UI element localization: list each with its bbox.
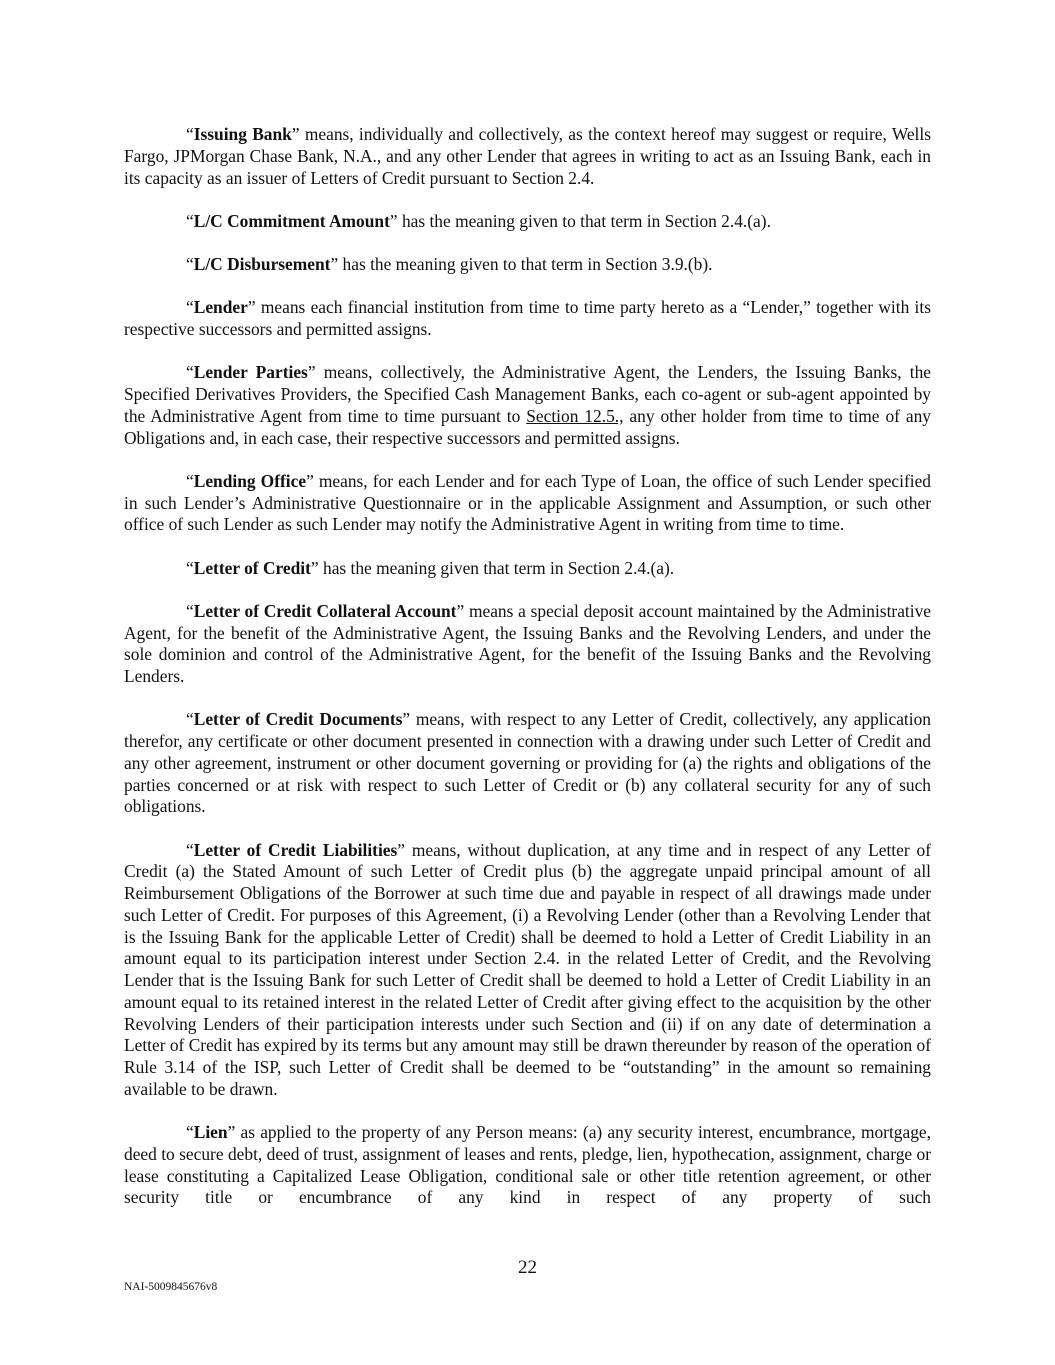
defined-term: L/C Commitment Amount [193,210,390,231]
definition-issuing-bank [124,124,931,189]
open-quote: “ [186,124,194,144]
close-quote: ” [227,1122,236,1142]
close-quote: ” [330,254,339,274]
definition-letter-of-credit-liabilities [124,840,931,1101]
definition-text: means, collectively, the Administrative Agent, the Lenders, the Issuing Banks, the Specified Derivatives Providers, the Specified Cash Management Banks, each co-agent or sub-agent appointed by the Administrative Agent from time to time pursuant to [124,362,932,426]
definition-lender [124,297,931,341]
open-quote: “ [186,600,194,621]
open-quote: “ [186,1122,194,1142]
definition-text: has the meaning given to that term in Section 2.4.(a). [397,210,771,231]
open-quote: “ [186,557,194,578]
close-quote: ” [291,124,300,144]
definition-text: as applied to the property of any Person means: (a) any security interest, encumbrance, mortgage, deed to secure debt, deed of trust, assignment of leases and rents, pledge, lien, hypothecation, assignment, charge or lease constituting a Capitalized Lease Obligation, conditional sale or other title retention agreement, or other security title or encumbrance of any kind in respect of any property of such [124,1122,931,1208]
definition-letter-of-credit [124,558,931,580]
open-quote: “ [186,839,194,860]
definition-lc-disbursement [124,254,931,276]
defined-term: Lender [193,297,248,318]
close-quote: ” [397,839,405,860]
section-cross-reference-link[interactable]: Section 12.5., [526,405,624,426]
open-quote: “ [186,709,194,730]
page-number: 22 [518,1257,537,1278]
open-quote: “ [186,470,194,491]
defined-term: Lender Parties [193,362,308,383]
close-quote: ” [306,470,314,491]
document-id: NAI-5009845676v8 [124,1281,218,1293]
definition-lien [124,1122,931,1209]
close-quote: ” [456,600,465,621]
definition-text: means, for each Lender and for each Type of Loan, the office of such Lender specified in such Lender’s Administrative Questionnaire or in the applicable Assignment and Assumption, or such other office of such Lender as such Lender may notify the Administrative Agent in writing from time to time. [124,470,932,535]
open-quote: “ [186,210,194,231]
close-quote: ” [389,210,398,231]
definition-text: means a special deposit account maintained by the Administrative Agent, for the benefit of the Administrative Agent, the Issuing Banks and the Revolving Lenders, and under the sole dominion and control of the Administrative Agent, for the benefit of the Issuing Banks and the Revolving Lenders. [124,600,931,686]
definition-text: has the meaning given that term in Section 2.4.(a). [318,557,675,578]
definition-text: means, without duplication, at any time and in respect of any Letter of Credit (a) the Stated Amount of such Letter of Credit plus (b) the aggregate unpaid principal amount of all Reimbursement Obligations of the Borrower at such time due and payable in respect of all drawings made under such Letter of Credit. For purposes of this Agreement, (i) a Revolving Lender (other than a Revolving Lender that is the Issuing Bank for the applicable Letter of Credit) shall be deemed to hold a Letter of Credit Liability in an amount equal to its participation interest under Section 2.4. in the related Letter of Credit, and the Revolving Lender that is the Issuing Bank for such Letter of Credit shall be deemed to hold a Letter of Credit Liability in an amount equal to its retained interest in the related Letter of Credit after giving effect to the acquisition by the other Revolving Lenders of their participation interests under such Section and (ii) if on any date of determination a Letter of Credit has expired by its terms but any amount may still be drawn thereunder by reason of the operation of Rule 3.14 of the ISP, such Letter of Credit shall be deemed to be “outstanding” in the amount so remaining available to be drawn. [124,839,931,1099]
defined-term: Letter of Credit Collateral Account [193,600,457,621]
definition-text: has the meaning given to that term in Section 3.9.(b). [338,254,713,274]
close-quote: ” [310,557,319,578]
definition-text: any other holder from time to time of any Obligations and, in each case, their respective successors and permitted assigns. [124,405,932,448]
open-quote: “ [186,297,194,318]
defined-term: Issuing Bank [193,124,292,144]
close-quote: ” [247,297,256,318]
open-quote: “ [186,362,194,383]
document-page [124,124,931,1231]
definition-letter-of-credit-documents [124,709,931,818]
defined-term: Letter of Credit Documents [193,709,403,730]
definition-text: means, individually and collectively, as the context hereof may suggest or require, Wells Fargo, JPMorgan Chase Bank, N.A., and any other Lender that agrees in writing to act as an Issuing Bank, each in its capacity as an issuer of Letters of Credit pursuant to Section 2.4. [124,124,931,188]
defined-term: Lien [193,1122,228,1142]
definition-lender-parties [124,362,931,449]
definition-lending-office [124,471,931,536]
definition-lc-commitment-amount [124,211,931,233]
definition-text: means, with respect to any Letter of Credit, collectively, any application therefor, any certificate or other document presented in connection with a drawing under such Letter of Credit and any other agreement, instrument or other document governing or providing for (a) the rights and obligations of the parties concerned or at risk with respect to such Letter of Credit or (b) any collateral security for any of such obligations. [124,709,931,817]
defined-term: Letter of Credit Liabilities [193,839,398,860]
close-quote: ” [402,709,411,730]
defined-term: Lending Office [193,470,307,491]
defined-term: L/C Disbursement [193,254,331,274]
close-quote: ” [307,362,316,383]
definition-letter-of-credit-collateral-account [124,601,931,688]
open-quote: “ [186,254,194,274]
defined-term: Letter of Credit [193,557,311,578]
definition-text: means each financial institution from time to time party hereto as a “Lender,” together with its respective successors and permitted assigns. [124,297,931,339]
